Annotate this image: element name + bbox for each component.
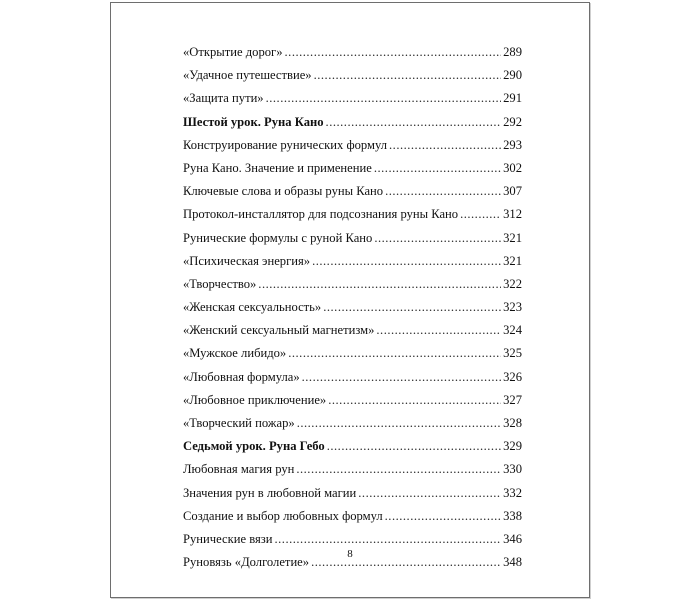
toc-entry-page: 302 <box>503 160 522 175</box>
toc-entry <box>183 254 522 277</box>
toc-entry-page: 330 <box>503 462 522 477</box>
toc-leader-dots <box>358 486 501 501</box>
toc-entry-page: 324 <box>503 323 522 338</box>
toc-entry <box>183 184 522 207</box>
toc-entry-title: Седьмой урок. Руна Гебо <box>183 439 325 454</box>
toc-leader-dots <box>323 300 501 315</box>
table-of-contents <box>183 45 522 578</box>
toc-entry <box>183 207 522 230</box>
toc-entry-page: 338 <box>503 508 522 523</box>
toc-entry <box>183 323 522 346</box>
toc-entry-page: 323 <box>503 300 522 315</box>
toc-entry-page: 307 <box>503 184 522 199</box>
toc-leader-dots <box>302 370 501 385</box>
toc-entry-page: 326 <box>503 369 522 384</box>
toc-leader-dots <box>297 416 501 431</box>
toc-entry-title: «Любовная формула» <box>183 369 300 384</box>
toc-entry-title: «Мужское либидо» <box>183 346 287 361</box>
toc-entry-page: 292 <box>503 114 522 129</box>
toc-leader-dots <box>312 254 501 269</box>
toc-entry-title: Конструирование рунических формул <box>183 137 388 152</box>
toc-leader-dots <box>266 91 502 106</box>
toc-entry-page: 346 <box>503 531 522 546</box>
toc-entry-title: Протокол-инсталлятор для подсознания руны Кано <box>183 207 459 222</box>
toc-leader-dots <box>376 323 501 338</box>
toc-leader-dots <box>374 161 501 176</box>
toc-entry-title: «Психическая энергия» <box>183 253 311 268</box>
toc-entry <box>183 68 522 91</box>
toc-entry-title: Рунические формулы с руной Кано <box>183 230 373 245</box>
toc-entry-page: 329 <box>503 439 522 454</box>
toc-leader-dots <box>460 207 501 222</box>
toc-leader-dots <box>314 68 502 83</box>
toc-entry-title: «Открытие дорог» <box>183 45 283 59</box>
toc-entry-page: 322 <box>503 276 522 291</box>
toc-entry-page: 325 <box>503 346 522 361</box>
toc-entry-title: Значения рун в любовной магии <box>183 485 357 500</box>
toc-entry <box>183 346 522 369</box>
toc-section-heading <box>183 115 522 138</box>
toc-entry <box>183 300 522 323</box>
toc-leader-dots <box>296 462 501 477</box>
toc-entry-page: 289 <box>503 45 522 59</box>
toc-entry-page: 328 <box>503 416 522 430</box>
toc-entry-page: 290 <box>503 68 522 83</box>
toc-entry-title: Руновязь «Долголетие» <box>183 555 310 570</box>
toc-leader-dots <box>258 277 501 292</box>
toc-entry <box>183 486 522 509</box>
toc-leader-dots <box>327 439 501 454</box>
toc-entry <box>183 462 522 485</box>
toc-entry-title: «Удачное путешествие» <box>183 68 312 83</box>
toc-entry <box>183 416 522 439</box>
toc-entry-page: 332 <box>503 485 522 500</box>
toc-entry-page: 348 <box>503 555 522 570</box>
toc-entry-title: Рунические вязи <box>183 531 273 546</box>
toc-leader-dots <box>385 184 501 199</box>
toc-entry-title: «Любовное приключение» <box>183 392 327 407</box>
toc-entry-title: «Защита пути» <box>183 91 264 106</box>
toc-entry-title: Шестой урок. Руна Кано <box>183 114 324 129</box>
toc-entry-page: 293 <box>503 137 522 152</box>
toc-leader-dots <box>285 45 502 60</box>
toc-section-heading <box>183 439 522 462</box>
toc-entry-title: «Женский сексуальный магнетизм» <box>183 323 375 338</box>
toc-leader-dots <box>326 115 502 130</box>
toc-entry <box>183 393 522 416</box>
toc-entry <box>183 161 522 184</box>
toc-entry <box>183 277 522 300</box>
toc-entry-title: «Творчество» <box>183 276 257 291</box>
toc-entry <box>183 138 522 161</box>
toc-entry-page: 312 <box>503 207 522 222</box>
toc-leader-dots <box>275 532 502 547</box>
toc-entry-page: 327 <box>503 392 522 407</box>
toc-entry <box>183 370 522 393</box>
toc-leader-dots <box>288 346 501 361</box>
toc-entry-title: Создание и выбор любовных формул <box>183 508 383 523</box>
toc-entry-title: «Творческий пожар» <box>183 416 295 430</box>
book-page <box>110 2 590 598</box>
toc-leader-dots <box>389 138 501 153</box>
toc-entry <box>183 45 522 68</box>
toc-leader-dots <box>374 231 501 246</box>
toc-entry-page: 321 <box>503 253 522 268</box>
toc-entry-title: Руна Кано. Значение и применение <box>183 160 372 175</box>
toc-entry-title: «Женская сексуальность» <box>183 300 322 315</box>
toc-entry <box>183 91 522 114</box>
toc-entry-page: 321 <box>503 230 522 245</box>
toc-entry <box>183 509 522 532</box>
toc-leader-dots <box>328 393 501 408</box>
toc-entry <box>183 231 522 254</box>
page-number: 8 <box>347 548 353 560</box>
toc-entry-title: Любовная магия рун <box>183 462 295 477</box>
toc-leader-dots <box>385 509 501 524</box>
toc-entry-page: 291 <box>503 91 522 106</box>
toc-entry-title: Ключевые слова и образы руны Кано <box>183 184 384 199</box>
